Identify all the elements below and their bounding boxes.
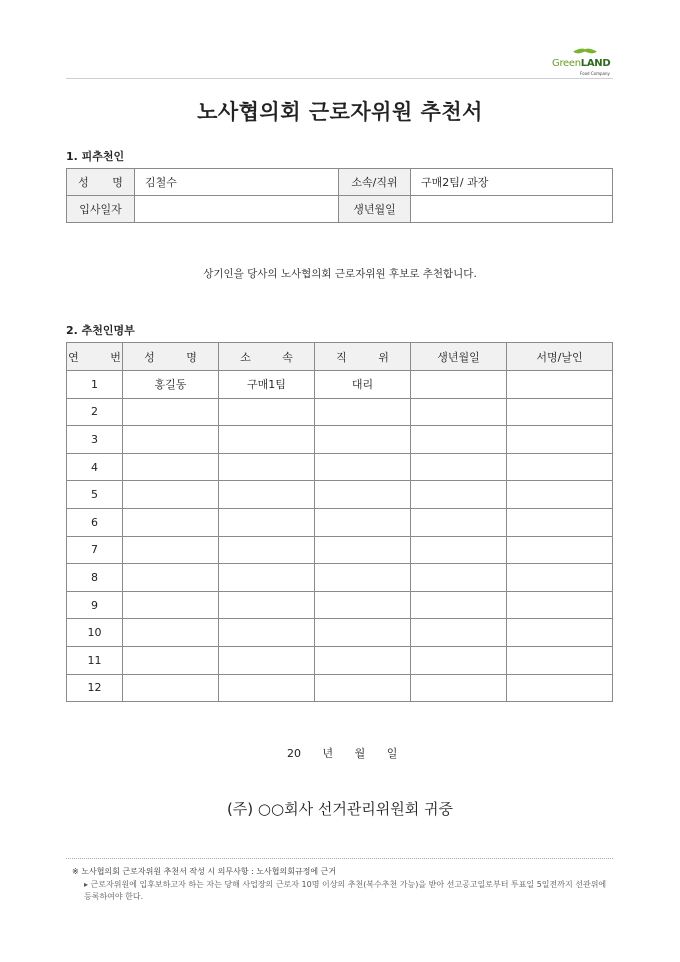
table-cell[interactable] [411, 591, 507, 619]
header-divider [66, 78, 613, 79]
table-cell[interactable] [219, 398, 315, 426]
table-cell[interactable] [507, 674, 613, 702]
table-cell[interactable] [219, 646, 315, 674]
table-cell[interactable] [411, 481, 507, 509]
table-cell[interactable] [123, 564, 219, 592]
table-cell[interactable] [315, 619, 411, 647]
row-number: 2 [67, 398, 123, 426]
table-cell[interactable] [411, 508, 507, 536]
table-cell[interactable] [315, 508, 411, 536]
row-number: 12 [67, 674, 123, 702]
table-cell[interactable] [219, 591, 315, 619]
table-cell[interactable] [123, 646, 219, 674]
table-cell[interactable] [507, 646, 613, 674]
table-cell[interactable] [219, 508, 315, 536]
column-header: 생년월일 [411, 343, 507, 371]
table-cell[interactable] [507, 536, 613, 564]
footer-divider [66, 858, 613, 859]
table-cell[interactable] [219, 674, 315, 702]
table-cell[interactable] [507, 481, 613, 509]
table-cell[interactable]: 구매1팀 [219, 371, 315, 399]
nominee-table [66, 168, 613, 223]
row-number: 7 [67, 536, 123, 564]
table-cell[interactable]: 대리 [315, 371, 411, 399]
table-cell[interactable] [507, 453, 613, 481]
row-number: 10 [67, 619, 123, 647]
row-number: 1 [67, 371, 123, 399]
table-row [67, 508, 613, 536]
table-cell[interactable] [507, 508, 613, 536]
table-row [67, 481, 613, 509]
company-logo [552, 46, 614, 76]
table-cell[interactable] [411, 646, 507, 674]
table-cell[interactable] [315, 536, 411, 564]
table-row [67, 371, 613, 399]
table-cell[interactable] [411, 398, 507, 426]
recommender-table-header [67, 343, 613, 371]
section1-heading: 1. 피추천인 [66, 150, 125, 163]
birth-date-value[interactable] [411, 196, 613, 223]
column-header: 연 번 [67, 343, 123, 371]
table-cell[interactable] [123, 591, 219, 619]
table-cell[interactable] [123, 481, 219, 509]
table-cell[interactable] [411, 674, 507, 702]
document-title: 노사협의회 근로자위원 추천서 [197, 100, 483, 124]
table-cell[interactable] [411, 426, 507, 454]
table-cell[interactable] [315, 481, 411, 509]
table-cell[interactable] [411, 564, 507, 592]
section2-heading: 2. 추천인명부 [66, 324, 135, 337]
table-cell[interactable] [123, 619, 219, 647]
table-row [67, 536, 613, 564]
table-cell[interactable] [507, 398, 613, 426]
table-cell[interactable] [219, 536, 315, 564]
join-date-value[interactable] [135, 196, 339, 223]
footnote-title: ※ 노사협의회 근로자위원 추천서 작성 시 의무사항 : 노사협의회규정에 근거 [72, 867, 337, 876]
column-header: 서명/날인 [507, 343, 613, 371]
table-cell[interactable] [219, 426, 315, 454]
table-cell[interactable] [315, 674, 411, 702]
row-number: 3 [67, 426, 123, 454]
column-header: 성 명 [123, 343, 219, 371]
table-cell[interactable] [123, 674, 219, 702]
table-row [67, 453, 613, 481]
table-cell[interactable]: 홍길동 [123, 371, 219, 399]
logo-subtitle: Food Company [580, 71, 610, 76]
recommendation-statement: 상기인을 당사의 노사협의회 근로자위원 후보로 추천합니다. [203, 268, 477, 280]
row-number: 6 [67, 508, 123, 536]
table-cell[interactable] [315, 564, 411, 592]
name-value[interactable]: 김철수 [135, 169, 339, 196]
table-row [67, 398, 613, 426]
logo-wordmark: GreenLAND [552, 58, 611, 69]
name-label: 성 명 [67, 169, 135, 196]
row-number: 4 [67, 453, 123, 481]
table-cell[interactable] [315, 398, 411, 426]
dept-value[interactable]: 구매2팀/ 과장 [411, 169, 613, 196]
join-date-label: 입사일자 [67, 196, 135, 223]
table-row [67, 426, 613, 454]
table-cell[interactable] [219, 453, 315, 481]
table-cell[interactable] [123, 453, 219, 481]
table-cell[interactable] [411, 619, 507, 647]
table-row [67, 564, 613, 592]
table-cell[interactable] [123, 398, 219, 426]
table-cell[interactable] [411, 453, 507, 481]
table-cell[interactable] [507, 564, 613, 592]
row-number: 5 [67, 481, 123, 509]
table-cell[interactable] [507, 619, 613, 647]
dept-label: 소속/직위 [339, 169, 411, 196]
table-cell[interactable] [315, 591, 411, 619]
addressee: (주) ○○회사 선거관리위원회 귀중 [226, 800, 454, 818]
table-row [67, 646, 613, 674]
table-cell[interactable] [219, 619, 315, 647]
table-cell[interactable] [315, 453, 411, 481]
column-header: 직 위 [315, 343, 411, 371]
table-row [67, 619, 613, 647]
row-number: 11 [67, 646, 123, 674]
row-number: 9 [67, 591, 123, 619]
row-number: 8 [67, 564, 123, 592]
footnote-body: ▸ 근로자위원에 입후보하고자 하는 자는 당해 사업장의 근로자 10명 이상의 추천(복수추천 가능)을 받아 선고공고일로부터 투표일 5일전까지 선관위에 등록하여야 한다. [84, 880, 607, 901]
table-row [67, 674, 613, 702]
birth-date-label: 생년월일 [339, 196, 411, 223]
table-cell[interactable] [123, 426, 219, 454]
table-cell[interactable] [411, 371, 507, 399]
table-cell[interactable] [315, 646, 411, 674]
recommender-table [66, 342, 613, 702]
table-cell[interactable] [315, 426, 411, 454]
table-cell[interactable] [123, 536, 219, 564]
table-cell[interactable] [507, 591, 613, 619]
table-row [67, 591, 613, 619]
table-cell[interactable] [123, 508, 219, 536]
table-cell[interactable] [507, 426, 613, 454]
table-cell[interactable] [507, 371, 613, 399]
table-cell[interactable] [219, 564, 315, 592]
column-header: 소 속 [219, 343, 315, 371]
table-cell[interactable] [219, 481, 315, 509]
date-line: 20 년 월 일 [287, 747, 398, 760]
leaf-icon [583, 45, 596, 56]
table-cell[interactable] [411, 536, 507, 564]
